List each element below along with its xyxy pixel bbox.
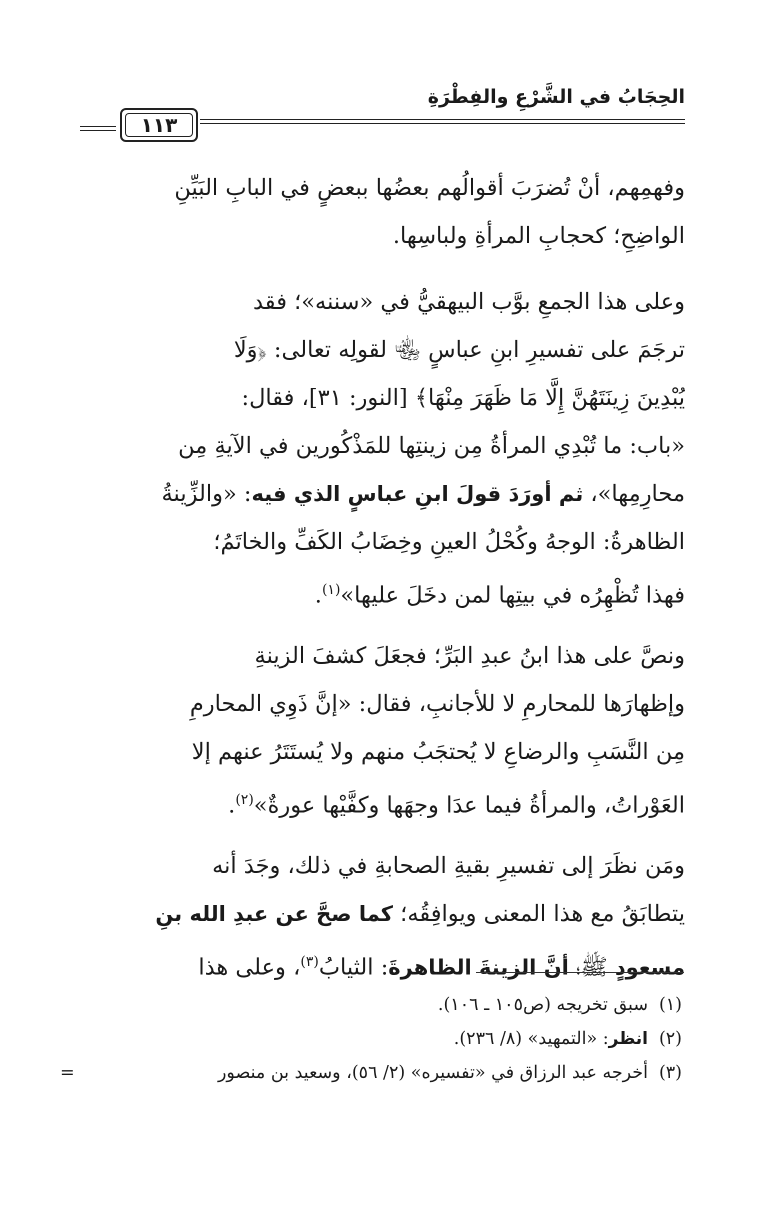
footnote: [60, 1022, 682, 1056]
page-number-frame: [120, 108, 198, 142]
paragraph: [72, 632, 685, 824]
footnote-number: (٣): [658, 1063, 682, 1083]
bold-text: كما صحَّ عن عبدِ الله بنِ: [155, 902, 394, 926]
header-rule-short: [80, 126, 116, 131]
text-run: وإظهارَها للمحارمِ لا للأجانبِ، فقال: «إنَّ ذَوِي المحارمِ: [189, 691, 685, 717]
bold-text: ثم أورَدَ قولَ ابنِ عباسٍ الذي فيه: [251, 482, 584, 506]
text-line: [72, 632, 685, 680]
text-line: [72, 326, 685, 374]
paragraph: [72, 164, 685, 260]
text-line: [72, 938, 685, 986]
footnote: [60, 1056, 682, 1090]
text-run: ونصَّ على هذا ابنُ عبدِ البَرِّ؛ فجعَلَ كشفَ الزينةِ: [254, 643, 685, 669]
text-line: [72, 164, 685, 212]
text-run: ، وعلى هذا: [198, 954, 301, 981]
paragraph-gap: [72, 824, 685, 842]
text-run: وفهمِهم، أنْ تُضرَبَ أقوالُهم بعضُها ببعضٍ في البابِ البَيِّنِ: [174, 175, 685, 201]
header-rule-long: [200, 119, 685, 124]
text-run: أخرجه عبد الرزاق في «تفسيره» (٢/ ٥٦)، وسعيد بن منصور: [217, 1063, 648, 1083]
text-run: ومَن نظَرَ إلى تفسيرِ بقيةِ الصحابةِ في ذلك، وجَدَ أنه: [212, 853, 685, 879]
text-run: : «التمهيد» (٨/ ٢٣٦).: [453, 1029, 609, 1049]
text-line: [72, 776, 685, 824]
text-line: [72, 470, 685, 518]
bold-text: انظر: [608, 1029, 648, 1049]
paragraph-gap: [72, 614, 685, 632]
text-run: فهذا تُظْهِرُه في بيتِها لمن دخَلَ عليها»: [340, 582, 685, 609]
text-run: محارِمِها»،: [583, 481, 685, 507]
footnote-marker: (٢): [235, 792, 254, 808]
text-run: : «والزِّينةُ: [161, 481, 252, 507]
text-line: [72, 422, 685, 470]
text-line: [72, 374, 685, 422]
text-line: [72, 566, 685, 614]
text-run: يتطابَقُ مع هذا المعنى ويوافِقُه؛: [393, 901, 685, 927]
text-line: [72, 680, 685, 728]
footnote-separator: [476, 972, 684, 973]
text-line: [72, 518, 685, 566]
footnote-number: (١): [658, 995, 682, 1015]
text-line: [72, 212, 685, 260]
text-run: الواضِحِ؛ كحجابِ المرأةِ ولباسِها.: [392, 223, 685, 249]
text-line: [72, 728, 685, 776]
running-title: الحِجَابُ في الشَّرْعِ والفِطْرَةِ: [427, 86, 685, 108]
footnote-marker: (١): [321, 582, 341, 598]
text-run: يُبْدِينَ زِينَتَهُنَّ إِلَّا مَا ظَهَرَ مِنْهَا﴾ [النور: ٣١]، فقال:: [241, 385, 685, 411]
text-run: .: [228, 792, 236, 819]
bold-text: مسعودٍ: [614, 955, 685, 980]
text-run: وعلى هذا الجمعِ بوَّب البيهقيُّ في «سننه»؛ فقد: [253, 289, 685, 315]
paragraph: [72, 842, 685, 986]
text-line: [72, 890, 685, 938]
text-run: الظاهرةُ: الوجهُ وكُحْلُ العينِ وخِضَابُ الكَفِّ والخاتَمُ؛: [213, 529, 685, 555]
text-line: [72, 842, 685, 890]
text-line: [72, 278, 685, 326]
footnote-marker: (٣): [300, 954, 319, 970]
text-run: ﷺ؛: [568, 954, 615, 981]
text-run: .: [314, 582, 322, 609]
footnote-number: (٢): [658, 1029, 682, 1049]
text-run: مِن النَّسَبِ والرضاعِ لا يُحتجَبُ منهم ولا يُستَتَرُ عنهم إلا: [191, 739, 685, 765]
footnotes: [60, 988, 682, 1090]
page-number: ١١٣: [140, 113, 178, 137]
text-run: «باب: ما تُبْدِي المرأةُ مِن زينتِها للمَذْكُورين في الآيةِ مِن: [178, 433, 685, 459]
text-run: سبق تخريجه (ص١٠٥ ـ ١٠٦).: [437, 995, 648, 1015]
text-run: ترجَمَ على تفسيرِ ابنِ عباسٍ ﵄ لقولِه تعالى: ﴿وَلَا: [233, 337, 685, 363]
paragraph-gap: [72, 260, 685, 278]
footnote: [60, 988, 682, 1022]
text-run: العَوْراتُ، والمرأةُ فيما عدَا وجهَها وكفَّيْها عورةٌ»: [253, 792, 685, 819]
paragraph: [72, 278, 685, 614]
bold-text: أنَّ الزينةَ الظاهرةَ: [388, 955, 569, 980]
page-header: [80, 86, 685, 150]
continuation-mark: =: [60, 1063, 75, 1083]
main-text: [72, 164, 685, 986]
text-run: : الثيابُ: [318, 954, 389, 981]
